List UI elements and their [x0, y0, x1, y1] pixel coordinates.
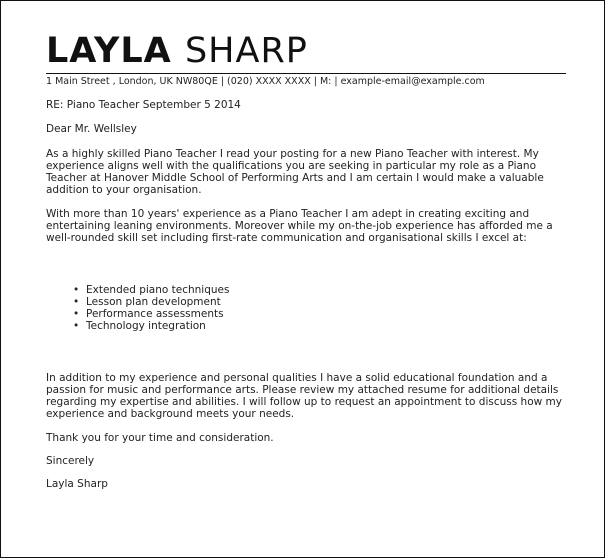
contact-details: 1 Main Street , London, UK NW80QE | (020) XXXX XXXX | M: | example-email@example.com — [46, 73, 566, 88]
list-item — [73, 284, 566, 296]
salutation: Dear Mr. Wellsley — [46, 123, 137, 135]
bullet-icon: • — [73, 296, 80, 308]
applicant-name — [46, 31, 566, 71]
re-line: RE: Piano Teacher September 5 2014 — [46, 99, 241, 111]
skill-text: Lesson plan development — [86, 296, 221, 308]
skill-text: Technology integration — [86, 320, 206, 332]
paragraph-intro: As a highly skilled Piano Teacher I read your posting for a new Piano Teacher with interest. My experience aligns well with the qualifications you are seeking in particular my role as a Piano Teacher at Hanover Middle School of Performing Arts and I am certain I would make a valuable addition to your organisation. — [46, 148, 544, 196]
bullet-icon: • — [73, 284, 80, 296]
list-item — [73, 320, 566, 332]
list-item — [73, 308, 566, 320]
paragraph-experience: With more than 10 years' experience as a Piano Teacher I am adept in creating exciting and entertaining leaning environments. Moreover while my on-the-job experience has afforded me a well-rounded skill set including first-rate communication and organisational skills I excel at: — [46, 208, 553, 244]
first-name: LAYLA — [46, 31, 172, 71]
skills-list — [46, 284, 566, 332]
skill-text: Performance assessments — [86, 308, 224, 320]
list-item — [73, 296, 566, 308]
closing: Sincerely — [46, 455, 95, 467]
paragraph-education: In addition to my experience and personal qualities I have a solid educational foundation and a passion for music and performance arts. Please review my attached resume for additional details regarding my expertise and abilities. I will follow up to request an appointment to discuss how my experience and background meets your needs. — [46, 372, 563, 420]
signature: Layla Sharp — [46, 478, 108, 490]
bullet-icon: • — [73, 320, 80, 332]
last-name: SHARP — [184, 31, 308, 71]
thank-you-line: Thank you for your time and consideration. — [46, 432, 274, 444]
bullet-icon: • — [73, 308, 80, 320]
letter-content — [46, 31, 566, 490]
skill-text: Extended piano techniques — [86, 284, 230, 296]
